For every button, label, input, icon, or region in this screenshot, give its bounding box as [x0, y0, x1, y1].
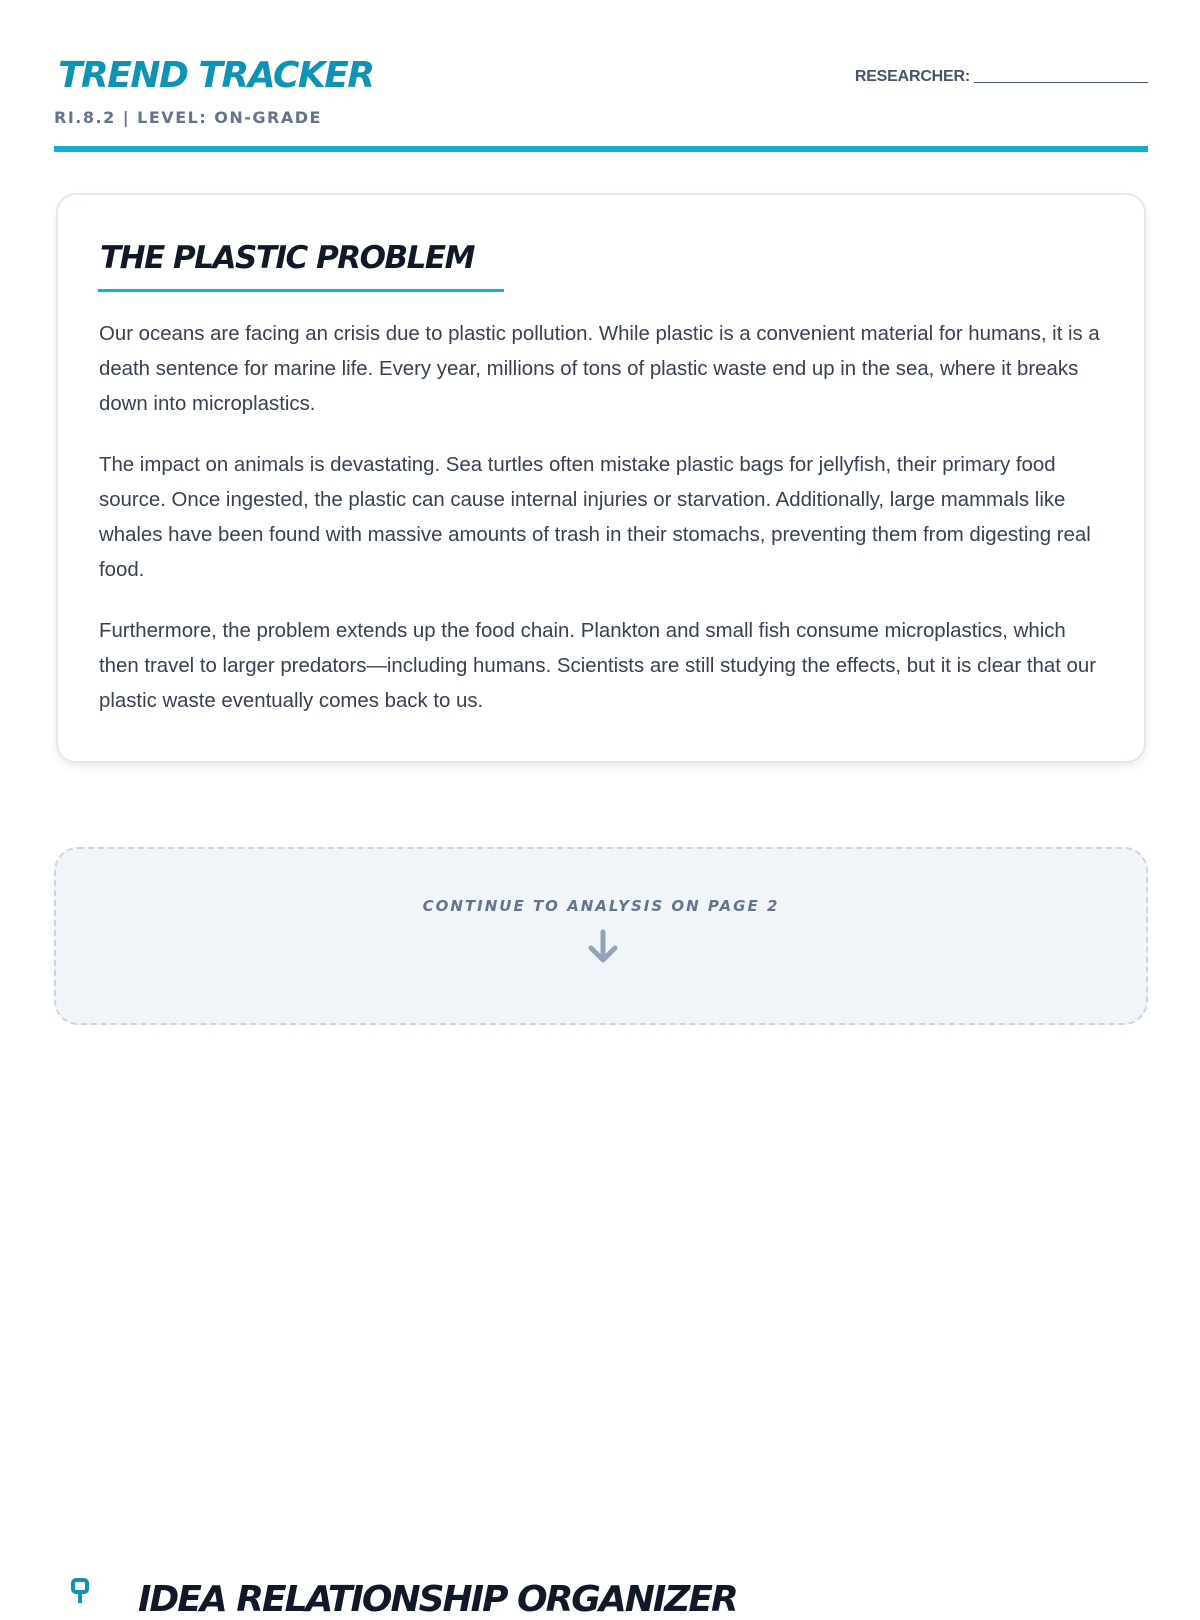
article-title: THE PLASTIC PROBLEM: [100, 240, 474, 276]
article-title-underline: [98, 289, 504, 292]
article-paragraph-1: Our oceans are facing an crisis due to plastic pollution. While plastic is a convenient material for humans, it is a death sentence for marine life. Every year, millions of tons of plastic waste end up in the sea, where it breaks down into microplastics.: [99, 323, 1100, 415]
brand-title: TREND TRACKER: [58, 55, 374, 96]
continue-notice: [54, 847, 1148, 1025]
header-divider: [54, 146, 1148, 152]
organizer-title: IDEA RELATIONSHIP ORGANIZER: [138, 1579, 737, 1620]
researcher-name-blank[interactable]: [974, 82, 1148, 83]
standard-level-label: RI.8.2 | LEVEL: ON-GRADE: [54, 108, 322, 127]
article-body: [99, 317, 1109, 745]
continue-text: CONTINUE TO ANALYSIS ON PAGE 2: [422, 897, 780, 915]
article-paragraph-2: The impact on animals is devastating. Sea turtles often mistake plastic bags for jellyfish, their primary food source. Once ingested, the plastic can cause internal injuries or starvation. Additionally, large mammals like whales have been found with massive amounts of trash in their stomachs, preventing them from digesting real food.: [99, 454, 1091, 581]
page-header: [54, 50, 1148, 154]
article-card: [56, 193, 1146, 763]
pin-icon: [70, 1578, 90, 1604]
researcher-field[interactable]: [855, 68, 1148, 86]
organizer-section-header: [70, 1578, 1070, 1618]
researcher-label: RESEARCHER:: [854, 68, 970, 85]
arrow-down-icon: [586, 929, 620, 965]
article-paragraph-3: Furthermore, the problem extends up the food chain. Plankton and small fish consume microplastics, which then travel to larger predators—including humans. Scientists are still studying the effects, but it is clear that our plastic waste eventually comes back to us.: [99, 620, 1097, 712]
